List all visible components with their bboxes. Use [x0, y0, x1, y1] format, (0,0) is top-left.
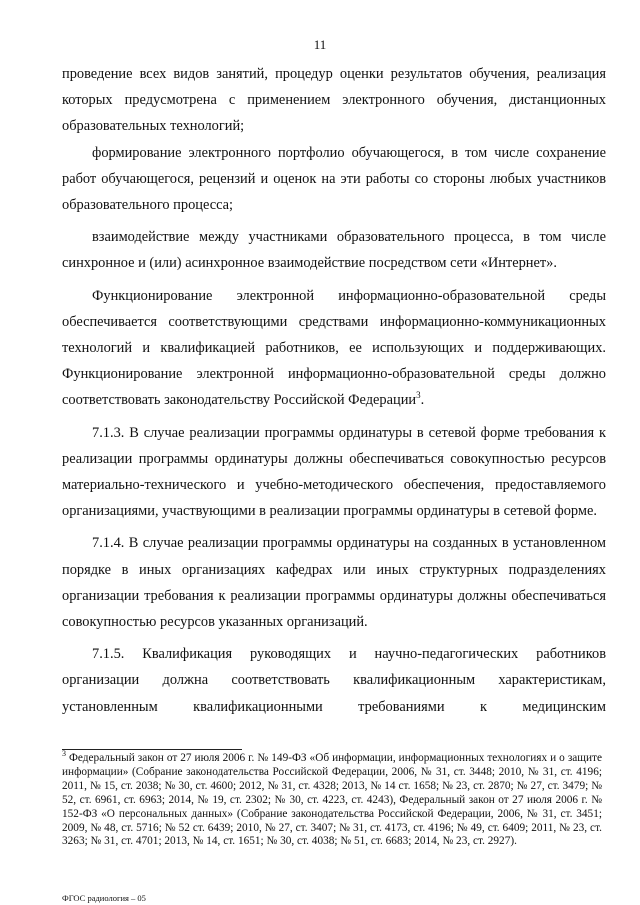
- footnote-divider: [62, 749, 242, 750]
- paragraph-7-1-5: 7.1.5. Квалификация руководящих и научно-педагогических работников организации должна соответствовать квалификационным характеристикам, установленным квалификационными требованиями к медицинским: [62, 646, 606, 715]
- paragraph-functioning-text: Функционирование электронной информационно-образовательной среды обеспечивается соответствующими средствами информационно-коммуникационных технологий и квалификацией работников, ее использующих и поддерживающих. Функционирование электронной информационно-образовательной среды должно соответствовать законодательству Российской Федерации: [62, 287, 606, 409]
- paragraph-item-1: проведение всех видов занятий, процедур оценки результатов обучения, реализация которых предусмотрена с применением электронного обучения, дистанционных образовательных технологий;: [62, 66, 606, 135]
- paragraph-item-2: формирование электронного портфолио обучающегося, в том числе сохранение работ обучающегося, рецензий и оценок на эти работы со стороны любых участников образовательного процесса;: [62, 144, 606, 214]
- paragraph-7-1-3: 7.1.3. В случае реализации программы ординатуры в сетевой форме требования к реализации программы ординатуры должны обеспечиваться совокупностью ресурсов материально-технического и учебно-методического обеспечения, предоставляемого организациями, участвующими в реализации программы ординатуры в сетевой форме.: [62, 424, 606, 520]
- paragraph-functioning: [62, 283, 606, 414]
- document-code: ФГОС радиология – 05: [62, 893, 146, 903]
- paragraph-functioning-end: .: [420, 392, 425, 409]
- paragraph-item-3: взаимодействие между участниками образовательного процесса, в том числе синхронное и (или) асинхронное взаимодействие посредством сети «Интернет».: [62, 229, 606, 272]
- page-number: 11: [313, 37, 327, 52]
- document-body: [62, 61, 606, 726]
- footnote-text: Федеральный закон от 27 июля 2006 г. № 149-ФЗ «Об информации, информационных технологиях и о защите информации» (Собрание законодательства Российской Федерации, 2006, № 31, ст. 3448; 2010, № 31, ст. 4196; 2011, № 15, ст. 2038; № 30, ст. 4600; 2012, № 31, ст. 4328; 2013, № 14 ст. 1658; № 23, ст. 2870; № 27, ст. 3479; № 52, ст. 6961, ст. 6963; 2014, № 19, ст. 2302; № 30, ст. 4223, ст. 4243), Федеральный закон от 27 июля 2006 г. № 152-ФЗ «О персональных данных» (Собрание законодательства Российской Федерации, 2006, № 31, ст. 3451; 2009, № 48, ст. 5716; № 52 ст. 6439; 2010, № 27, ст. 3407; № 31, ст. 4173, ст. 4196; № 49, ст. 6409; 2011, № 23, ст. 3263; № 31, ст. 4701; 2013, № 14, ст. 1651; № 30, ст. 4038; № 51, ст. 6683; 2014, № 23, ст. 2927).: [62, 752, 602, 848]
- footnote-reference: 3: [416, 390, 421, 401]
- footnote-marker: 3: [62, 749, 66, 759]
- paragraph-7-1-4: 7.1.4. В случае реализации программы ординатуры на созданных в установленном порядке в иных организациях кафедрах или иных структурных подразделениях организации требования к реализации программы ординатуры должны обеспечиваться совокупностью ресурсов указанных организаций.: [62, 535, 606, 631]
- footnote: [62, 749, 602, 849]
